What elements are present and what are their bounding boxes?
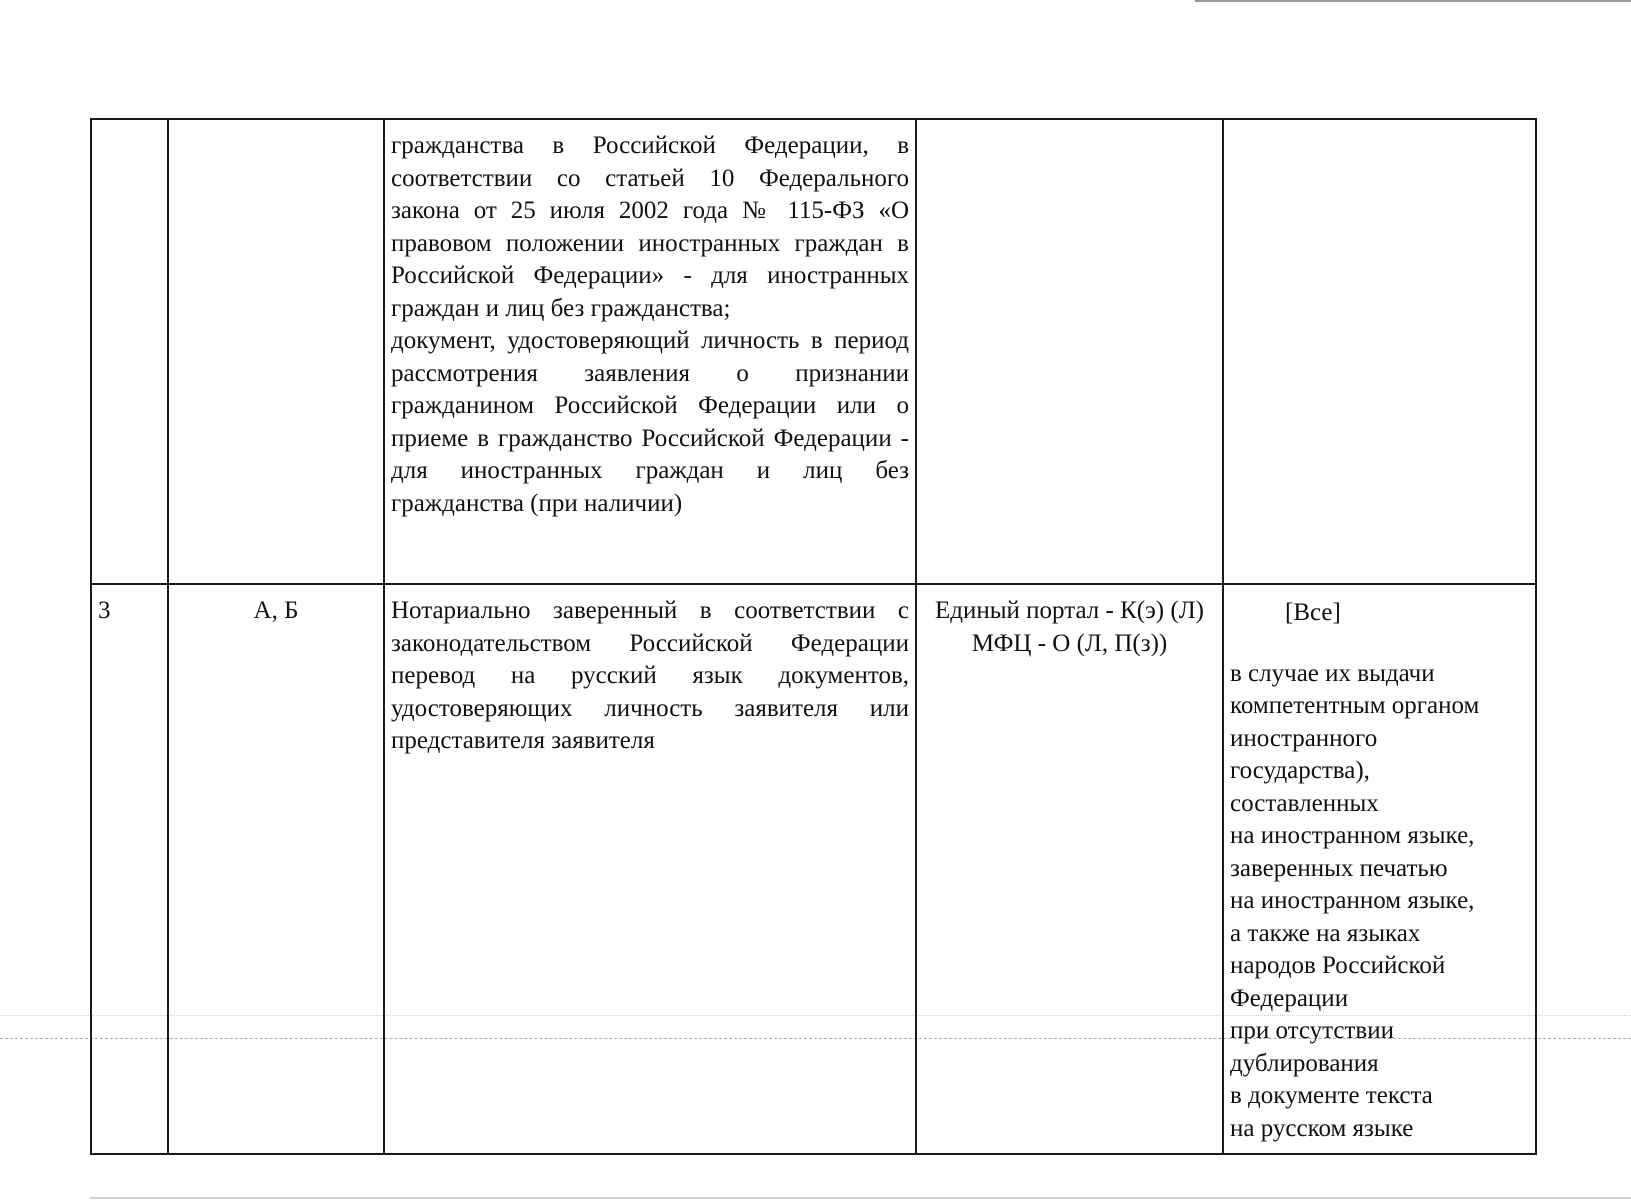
notes-cell <box>1223 584 1536 1154</box>
table-row <box>91 119 1536 584</box>
document-description-cell: Нотариально заверенный в соответствии с законодательством Российской Федерации перевод на русский язык документов, удостоверяющих личность заявителя или представителя заявителя <box>384 584 916 1154</box>
submission-method-cell <box>916 119 1223 584</box>
submission-method-line: МФЦ - О (Л, П(з)) <box>971 629 1168 657</box>
applicant-category-cell <box>168 119 384 584</box>
row-number-cell <box>91 119 168 584</box>
scan-artifact-bottom <box>90 1197 1631 1199</box>
row-number-cell: 3 <box>91 584 168 1154</box>
document-description-cell: гражданства в Российской Федерации, в соответствии со статьей 10 Федерального закона от 25 июля 2002 года № 115-ФЗ «О правовом положении иностранных граждан в Российской Федерации» - для иностранных граждан и лиц без гражданства; документ, удостоверяющий личность в период рассмотрения заявления о признании гражданином Российской Федерации или о приеме в гражданство Российской Федерации - для иностранных граждан и лиц без гражданства (при наличии) <box>384 119 916 584</box>
notes-heading: [Все] <box>1285 599 1341 626</box>
applicant-category-cell: А, Б <box>168 584 384 1154</box>
table-row <box>91 584 1536 1154</box>
submission-method-line: Единый портал - К(э) (Л) <box>935 597 1204 624</box>
notes-text: в случае их выдачи компетентным органом иностранного государства), составленных на иностранном языке, заверенных печатью на иностранном языке, а также на языках народов Российской Федерации при отсутствии дублирования в документе текста на русском языке <box>1230 659 1480 1142</box>
scan-artifact-top <box>1195 0 1631 2</box>
documents-table <box>90 118 1537 1155</box>
submission-method-cell <box>916 584 1223 1154</box>
notes-cell <box>1223 119 1536 584</box>
